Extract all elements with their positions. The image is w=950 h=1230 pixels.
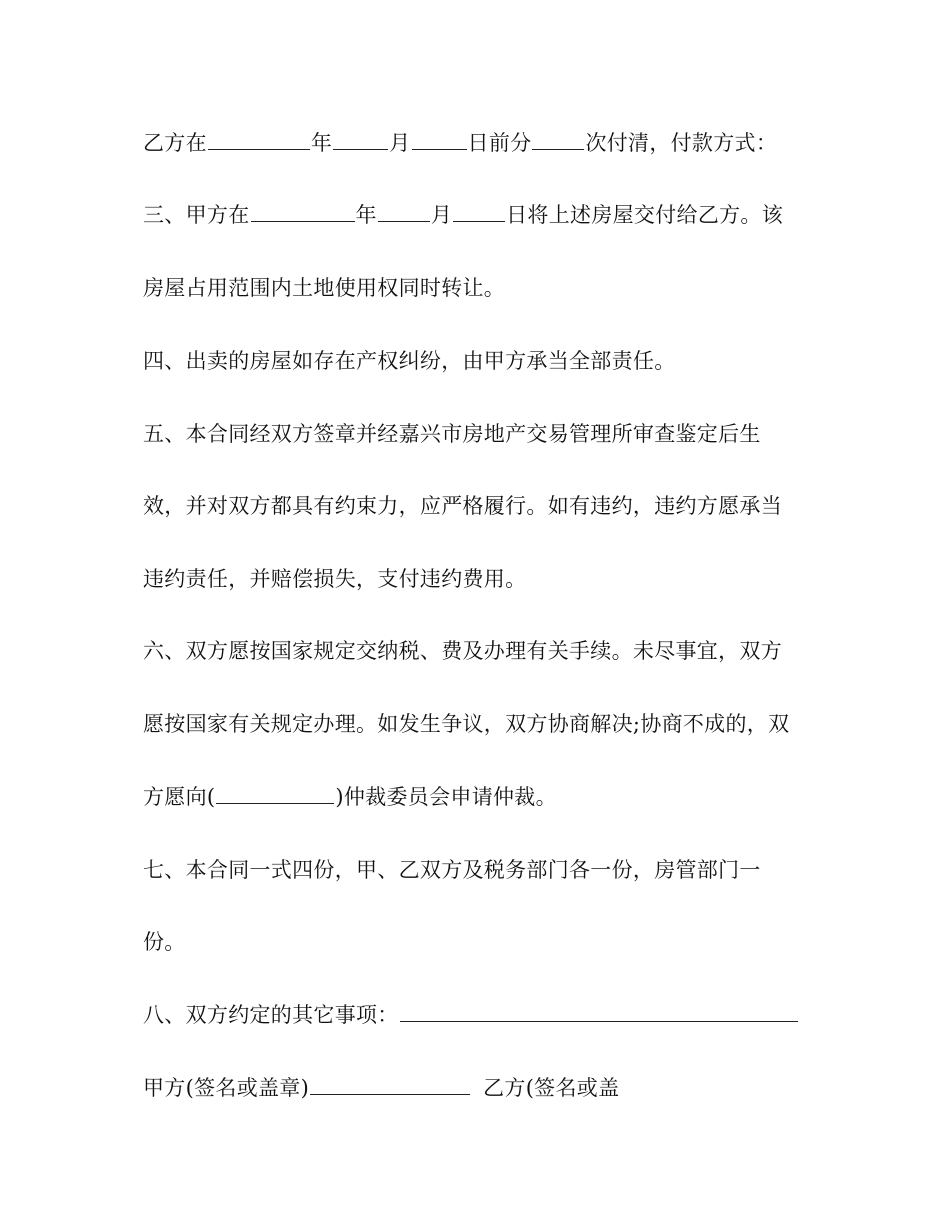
day-blank: [412, 129, 467, 150]
installments-blank: [532, 129, 584, 150]
clause-5-line-2: 效，并对双方都具有约束力，应严格履行。如有违约，违约方愿承当: [143, 494, 782, 518]
clause-7-line-1: 七、本合同一式四份，甲、乙双方及税务部门各一份，房管部门一: [143, 858, 761, 882]
text-segment: 次付清，付款方式：: [585, 131, 778, 155]
text-segment: 八、双方约定的其它事项：: [143, 1003, 399, 1027]
other-matters-blank: [400, 1001, 798, 1022]
text-segment: 三、甲方在: [143, 203, 250, 227]
text-segment: 日将上述房屋交付给乙方。该: [506, 203, 784, 227]
party-a-signature-blank: [310, 1074, 470, 1095]
clause-6-line-1: 六、双方愿按国家规定交纳税、费及办理有关手续。未尽事宜，双方: [143, 639, 782, 663]
text-segment: 方愿向(: [143, 785, 216, 809]
text-segment: )仲裁委员会申请仲裁。: [335, 785, 557, 809]
clause-6-line-2: 愿按国家有关规定办理。如发生争议，双方协商解决;协商不成的，双: [143, 712, 790, 736]
signature-line: [143, 1073, 823, 1103]
year-blank: [208, 129, 310, 150]
payment-line: [143, 128, 823, 158]
arbitration-blank: [216, 783, 334, 804]
clause-8-line: [143, 1000, 823, 1030]
day-blank: [453, 201, 505, 222]
text-segment: 年: [310, 131, 333, 155]
clause-5-line-3: 违约责任，并赔偿损失，支付违约费用。: [143, 567, 527, 591]
text-segment: 年: [355, 203, 377, 227]
text-segment: 月: [430, 203, 453, 227]
party-b-signature-label: 乙方(签名或盖: [483, 1076, 620, 1100]
month-blank: [333, 129, 388, 150]
party-a-signature-label: 甲方(签名或盖章): [143, 1076, 310, 1100]
text-segment: 日前分: [467, 131, 532, 155]
clause-4-line: 四、出卖的房屋如存在产权纠纷，由甲方承当全部责任。: [143, 349, 676, 373]
clause-3-line-2: 房屋占用范围内土地使用权同时转让。: [143, 276, 506, 300]
text-segment: 乙方在: [143, 131, 207, 155]
clause-3-line-1: [143, 200, 823, 230]
text-segment: 月: [389, 131, 411, 155]
clause-7-line-2: 份。: [143, 930, 186, 954]
clause-6-line-3: [143, 782, 823, 812]
month-blank: [378, 201, 430, 222]
year-blank: [251, 201, 355, 222]
clause-5-line-1: 五、本合同经双方签章并经嘉兴市房地产交易管理所审查鉴定后生: [143, 422, 761, 446]
